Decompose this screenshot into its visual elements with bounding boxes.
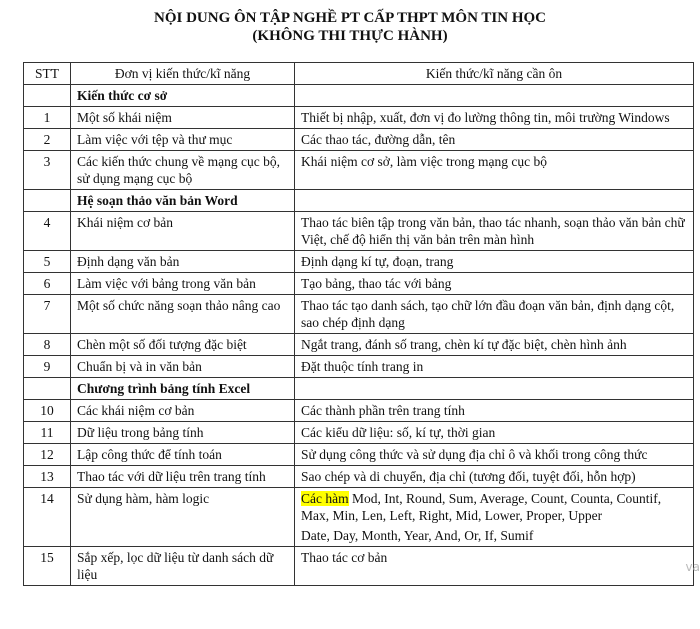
row-unit: Thao tác với dữ liệu trên trang tính [71,466,295,488]
row-stt: 9 [24,356,71,378]
watermark: va [685,560,700,574]
row-unit: Các khái niệm cơ bản [71,400,295,422]
row-unit: Chuẩn bị và in văn bản [71,356,295,378]
row-content: Các kiểu dữ liệu: số, kí tự, thời gian [295,422,694,444]
row-stt: 14 [24,488,71,547]
header-unit: Đơn vị kiến thức/kĩ năng [71,63,295,85]
section-row [24,85,694,107]
section-title: Chương trình bảng tính Excel [71,378,295,400]
table-row [24,400,694,422]
row-content: Ngắt trang, đánh số trang, chèn kí tự đặc biệt, chèn hình ảnh [295,334,694,356]
row-stt: 5 [24,251,71,273]
table-row [24,129,694,151]
table-row [24,547,694,586]
section-row [24,378,694,400]
row-unit: Làm việc với bảng trong văn bản [71,273,295,295]
row-content: Tạo bảng, thao tác với bảng [295,273,694,295]
row-stt: 4 [24,212,71,251]
row-content: Định dạng kí tự, đoạn, trang [295,251,694,273]
row-stt: 3 [24,151,71,190]
table-row [24,422,694,444]
row-stt: 11 [24,422,71,444]
highlighted-text: Các hàm [301,491,349,506]
row-content: Đặt thuộc tính trang in [295,356,694,378]
row-stt: 13 [24,466,71,488]
table-row [24,444,694,466]
row-content: Thiết bị nhập, xuất, đơn vị đo lường thông tin, môi trường Windows [295,107,694,129]
row-unit: Một số chức năng soạn thảo nâng cao [71,295,295,334]
row-unit: Một số khái niệm [71,107,295,129]
row-unit: Làm việc với tệp và thư mục [71,129,295,151]
row-stt: 15 [24,547,71,586]
row-stt: 2 [24,129,71,151]
row-content: Sao chép và di chuyển, địa chỉ (tương đối, tuyệt đối, hỗn hợp) [295,466,694,488]
row-content [295,488,694,547]
row-stt: 8 [24,334,71,356]
row-stt: 12 [24,444,71,466]
section-title: Kiến thức cơ sở [71,85,295,107]
table-row [24,107,694,129]
content-table [23,62,694,586]
row-content: Khái niệm cơ sở, làm việc trong mạng cục bộ [295,151,694,190]
table-row [24,334,694,356]
row-stt: 10 [24,400,71,422]
document-subtitle: (KHÔNG THI THỰC HÀNH) [252,28,448,44]
row-unit: Định dạng văn bản [71,251,295,273]
document-title: NỘI DUNG ÔN TẬP NGHỀ PT CẤP THPT MÔN TIN HỌC [154,10,546,26]
row-stt: 7 [24,295,71,334]
table-row [24,295,694,334]
table-row [24,466,694,488]
table-row [24,356,694,378]
table-row [24,151,694,190]
table-header-row [24,63,694,85]
row-unit: Các kiến thức chung về mạng cục bộ, sử dụng mạng cục bộ [71,151,295,190]
table-row [24,212,694,251]
row-content: Sử dụng công thức và sử dụng địa chỉ ô và khối trong công thức [295,444,694,466]
table-row [24,251,694,273]
row-content: Thao tác tạo danh sách, tạo chữ lớn đầu đoạn văn bản, định dạng cột, sao chép định dạng [295,295,694,334]
row-unit: Lập công thức để tính toán [71,444,295,466]
row-unit: Dữ liệu trong bảng tính [71,422,295,444]
header-stt: STT [24,63,71,85]
row-content: Các thao tác, đường dẫn, tên [295,129,694,151]
functions-list-2: Date, Day, Month, Year, And, Or, If, Sumif [301,528,534,543]
functions-list: Mod, Int, Round, Sum, Average, Count, Counta, Countif, Max, Min, Len, Left, Right, Mid, Lower, Proper, Upper [301,491,662,523]
row-unit: Khái niệm cơ bản [71,212,295,251]
table-row [24,273,694,295]
row-unit: Chèn một số đối tượng đặc biệt [71,334,295,356]
row-stt: 6 [24,273,71,295]
section-title: Hệ soạn thảo văn bản Word [71,190,295,212]
row-unit: Sử dụng hàm, hàm logic [71,488,295,547]
row-content: Thao tác biên tập trong văn bản, thao tác nhanh, soạn thảo văn bản chữ Việt, chế độ hiển thị văn bản trên màn hình [295,212,694,251]
row-stt: 1 [24,107,71,129]
row-unit: Sắp xếp, lọc dữ liệu từ danh sách dữ liệu [71,547,295,586]
row-content: Các thành phần trên trang tính [295,400,694,422]
row-content: Thao tác cơ bản [295,547,694,586]
header-content: Kiến thức/kĩ năng cần ôn [295,63,694,85]
section-row [24,190,694,212]
table-row [24,488,694,547]
